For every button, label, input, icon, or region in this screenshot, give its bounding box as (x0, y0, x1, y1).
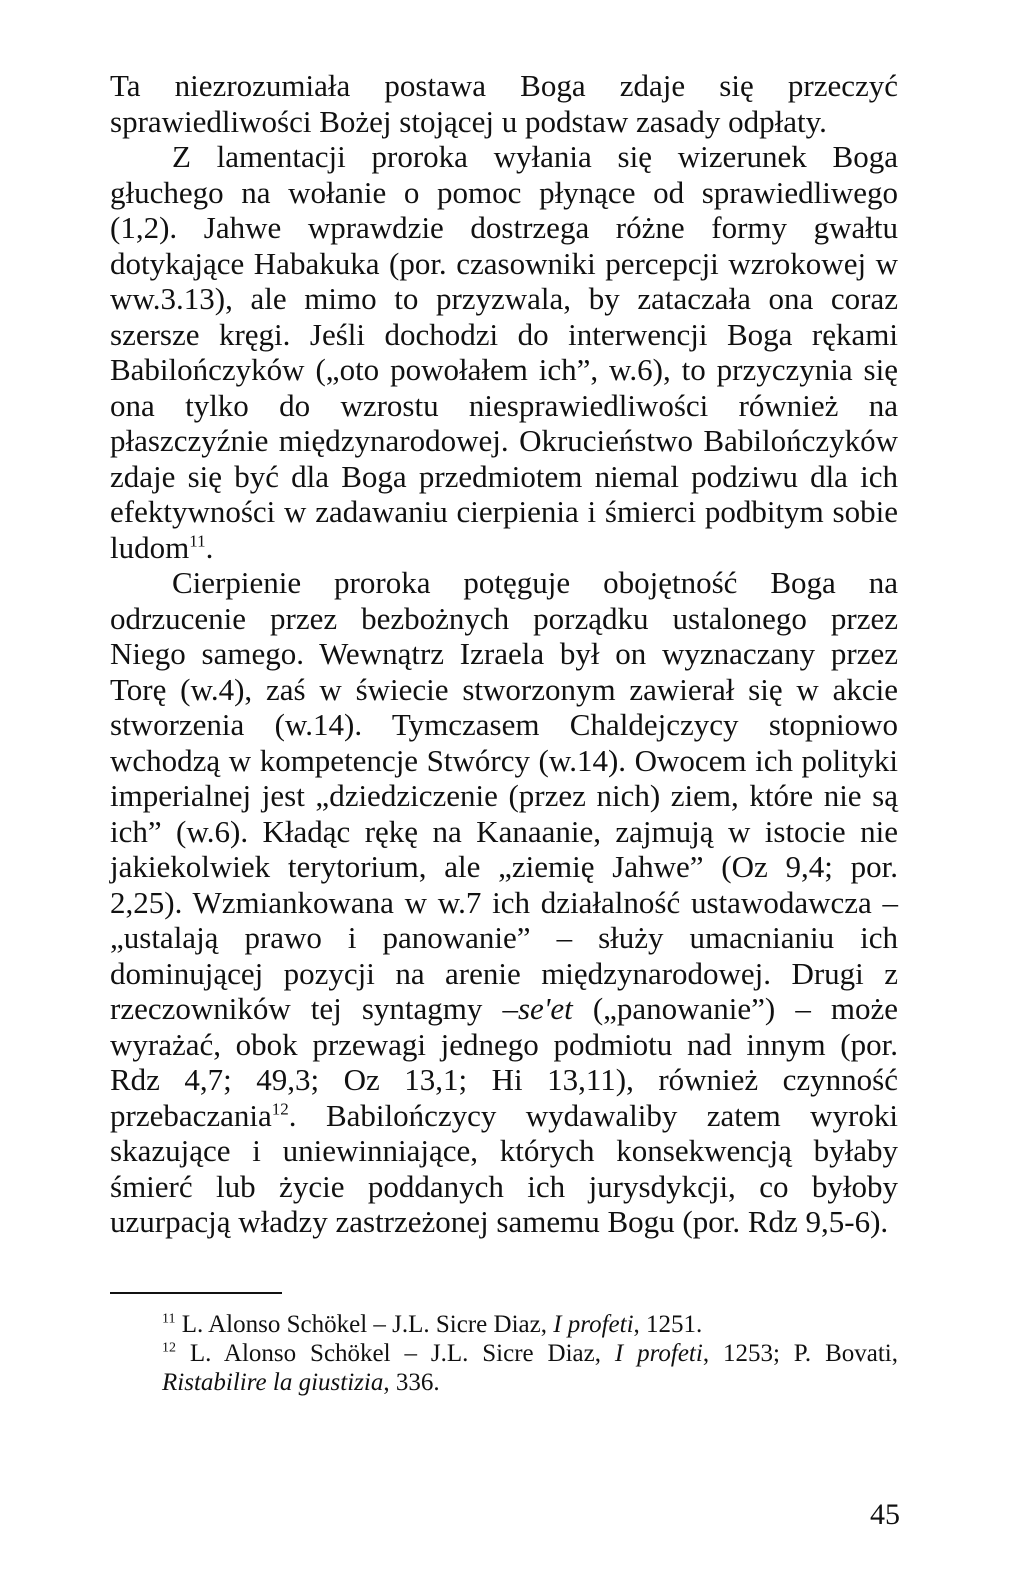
paragraph-2-end: . (205, 529, 214, 565)
footnote-text-end: , 336. (383, 1368, 440, 1396)
footnote-separator (110, 1292, 282, 1294)
paragraph-3-end: . Babilończycy wydawaliby zatem wyroki skazujące i uniewinniające, których konsekwencją byłaby śmierć lub życie poddanych ich jurysdykcji, co byłoby uzurpacją władzy zastrzeżonej samemu Bogu (por. Rdz 9,5-6). (110, 1097, 898, 1239)
footnote-12 (110, 1339, 898, 1397)
footnote-text-mid: , 1253; P. Bovati, (702, 1339, 898, 1367)
paragraph-1-text: Ta niezrozumiała postawa Boga zdaje się przeczyć sprawiedliwości Bożej stojącej u podstaw zasady odpłaty. (110, 68, 898, 139)
paragraph-3-term: se'et (517, 991, 573, 1026)
paragraph-2 (110, 139, 898, 565)
footnotes (110, 1310, 898, 1397)
footnote-ref-11[interactable]: 11 (189, 531, 206, 551)
footnote-title: I profeti (553, 1310, 634, 1338)
footnote-title-2: Ristabilire la giustizia (162, 1368, 384, 1396)
footnote-ref-12[interactable]: 12 (271, 1099, 289, 1119)
paragraph-3-text: Cierpienie proroka potęguje obojętność Boga na odrzucenie przez bezbożnych porządku ustalonego przez Niego samego. Wewnątrz Izraela był on wyznaczany przez Torę (w.4), zaś w świecie stworzonym zawierał się w akcie stworzenia (w.14). Tymczasem Chaldejczycy stopniowo wchodzą w kompetencje Stwórcy (w.14). Owocem ich polityki imperialnej jest „dziedziczenie (przez nich) ziem, które nie są ich” (w.6). Kładąc rękę na Kanaanie, zajmują w istocie nie jakiekolwiek terytorium, ale „ziemię Jahwe” (Oz 9,4; por. 2,25). Wzmiankowana w w.7 ich działalność ustawodawcza – „ustalają prawo i panowanie” – służy umacnianiu ich dominującej pozycji na arenie międzynarodowej. Drugi z rzeczowników tej syntagmy – (110, 565, 898, 1026)
footnote-text-end: , 1251. (633, 1310, 703, 1338)
paragraph-3 (110, 565, 898, 1240)
page-number: 45 (870, 1498, 900, 1531)
footnote-title: I profeti (614, 1339, 703, 1367)
footnote-number: 11 (162, 1311, 176, 1327)
paragraph-2-text: Z lamentacji proroka wyłania się wizerunek Boga głuchego na wołanie o pomoc płynące od sprawiedliwego (1,2). Jahwe wprawdzie dostrzega różne formy gwałtu dotykające Habakuka (por. czasowniki percepcji wzrokowej w ww.3.13), ale mimo to przyzwala, by zataczała ona coraz szersze kręgi. Jeśli dochodzi do interwencji Boga rękami Babilończyków („oto powołałem ich”, w.6), to przyczynia się ona tylko do wzrostu niesprawiedliwości również na płaszczyźnie międzynarodowej. Okrucieństwo Babilończyków zdaje się być dla Boga przedmiotem niemal podziwu dla ich efektywności w zadawaniu cierpienia i śmierci podbitym sobie ludom (110, 139, 898, 565)
footnote-11 (110, 1310, 898, 1339)
footnote-number: 12 (162, 1340, 176, 1356)
paragraph-1 (110, 68, 898, 139)
page-body (110, 68, 898, 1397)
footnote-text: L. Alonso Schökel – J.L. Sicre Diaz, (176, 1339, 615, 1367)
paragraph-3-text-cont: („panowanie”) – może wyrażać, obok przewagi jednego podmiotu nad innym (por. Rdz 4,7; 49,3; Oz 13,1; Hi 13,11), również czynność przebaczania (110, 991, 898, 1133)
footnote-text: L. Alonso Schökel – J.L. Sicre Diaz, (175, 1310, 554, 1338)
